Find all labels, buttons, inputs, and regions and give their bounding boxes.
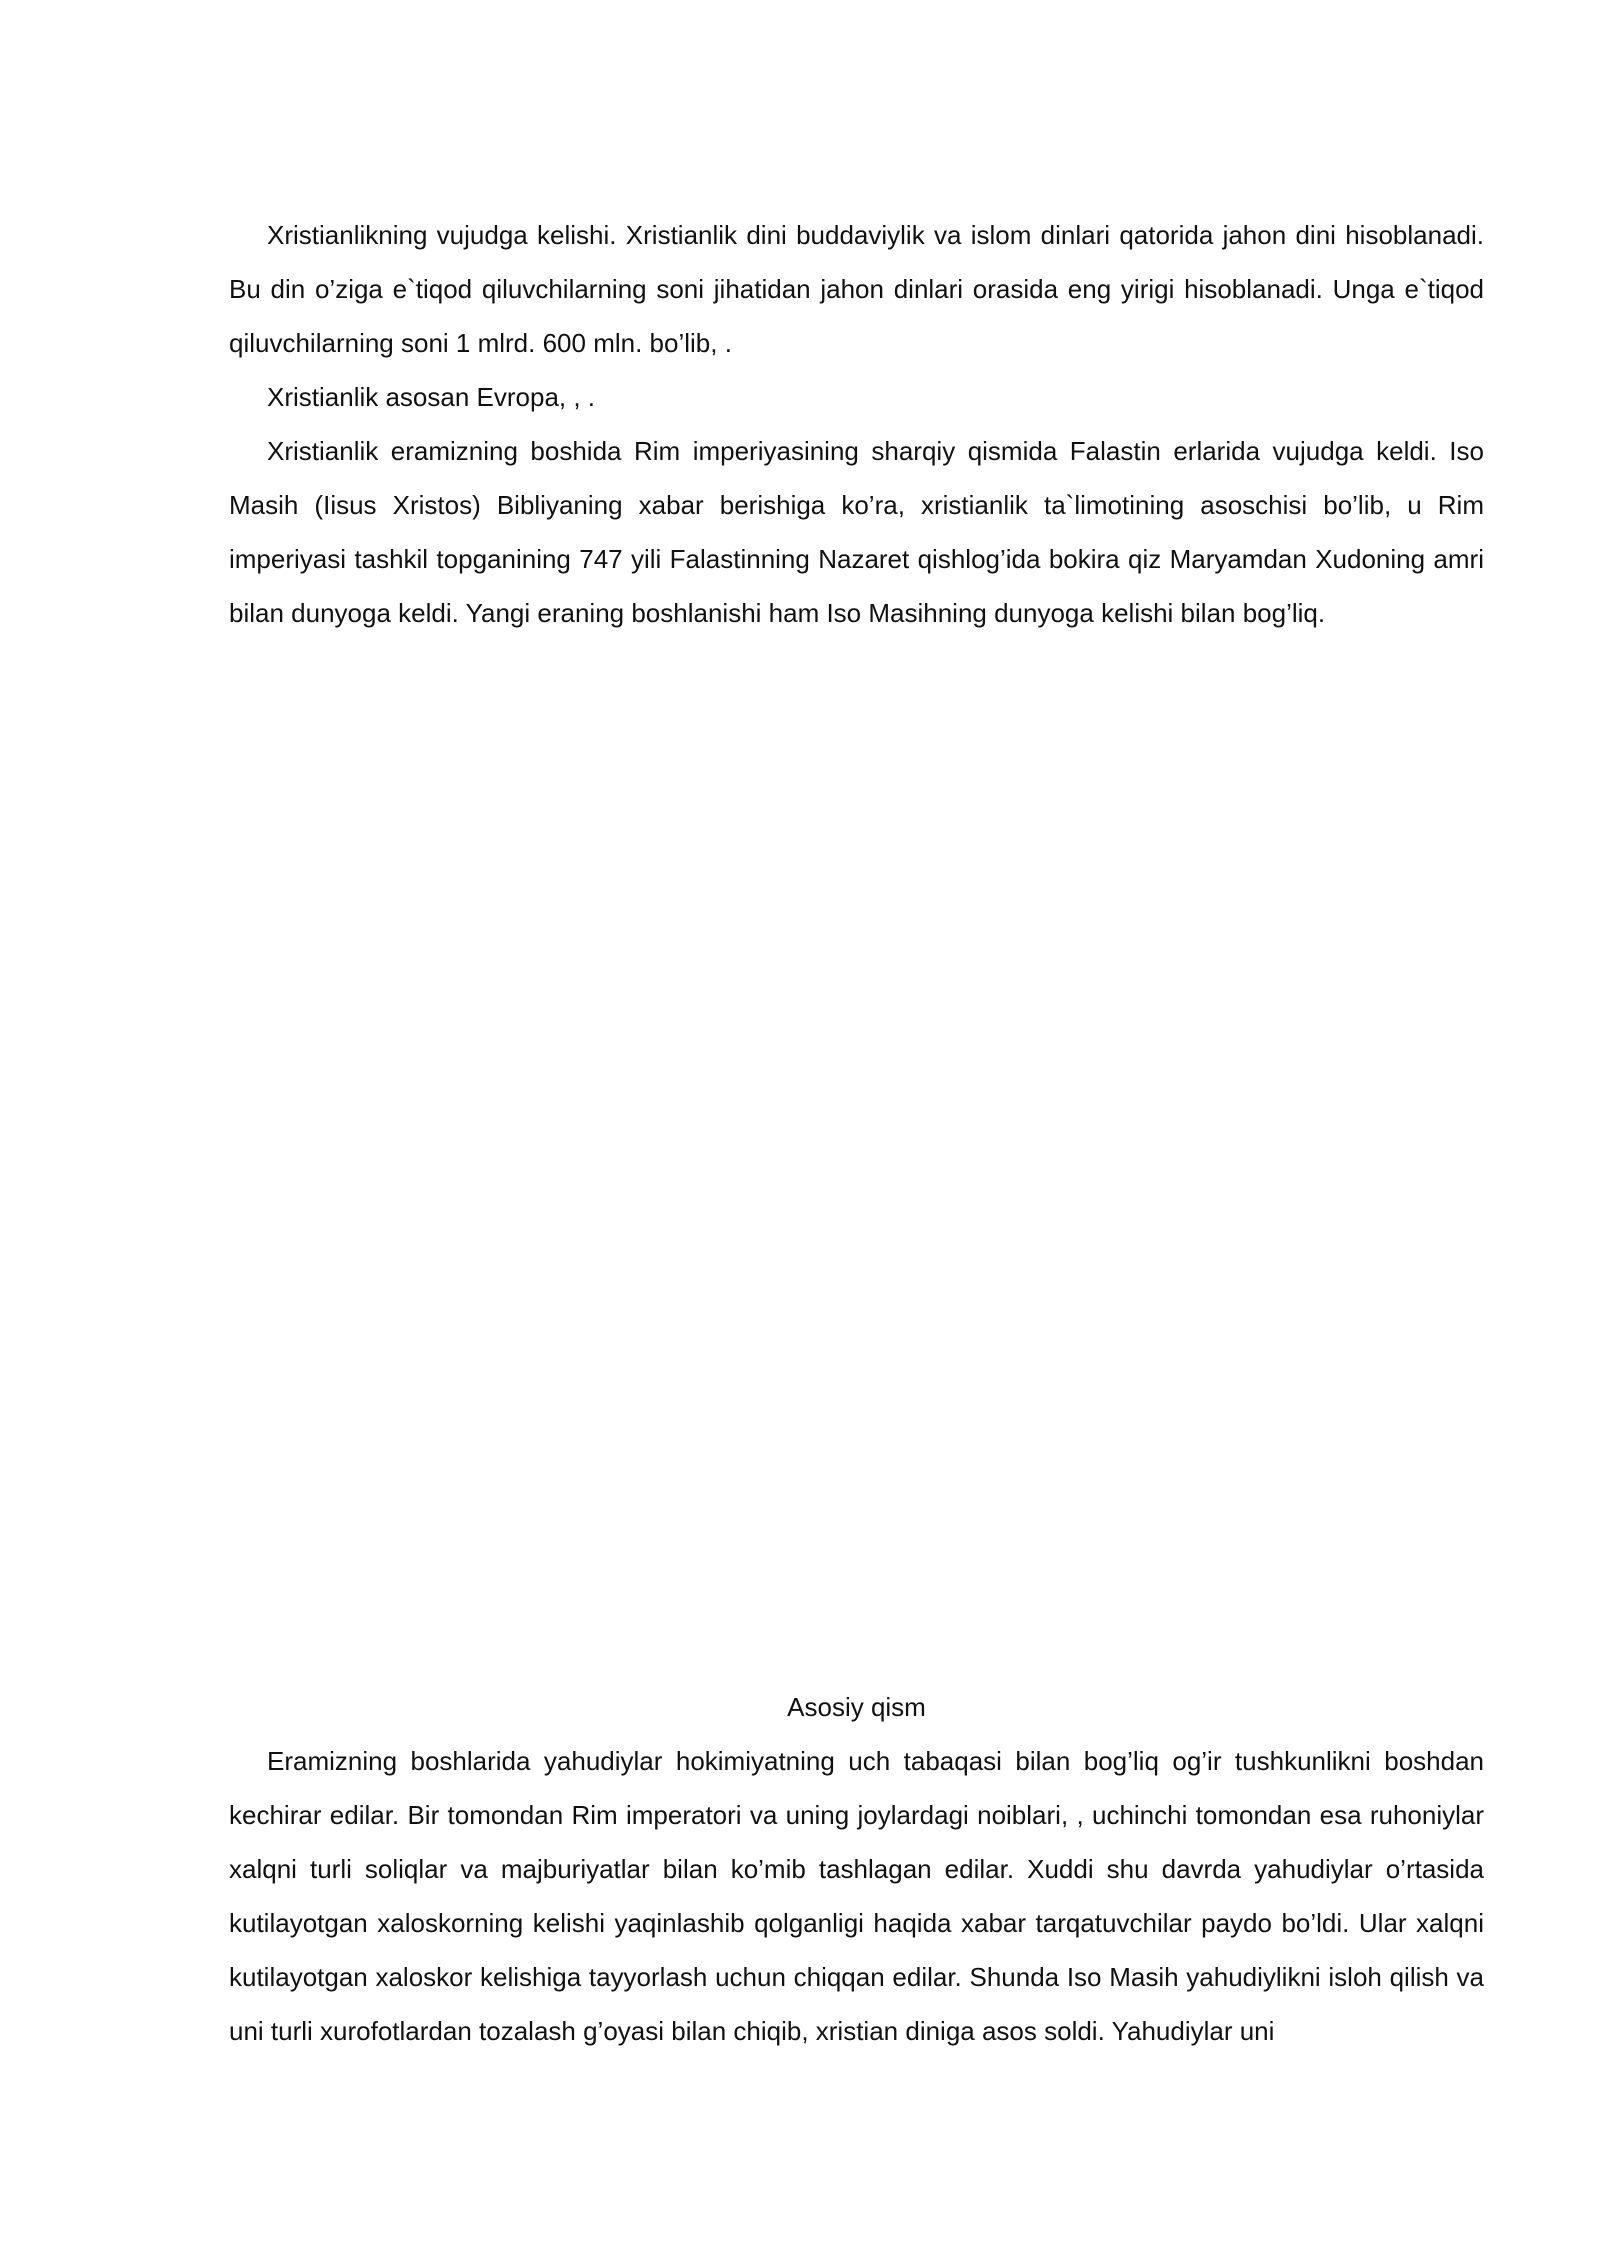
main-section	[229, 1680, 1484, 2058]
intro-section	[229, 208, 1484, 640]
paragraph-origin-of-christianity: Xristianlikning vujudga kelishi. Xristianlik dini buddaviylik va islom dinlari qatorida jahon dini hisoblanadi. Bu din o’ziga e`tiqod qiluvchilarning soni jihatidan jahon dinlari orasida eng yirigi hisoblanadi. Unga e`tiqod qiluvchilarning soni 1 mlrd. 600 mln. bo’lib, .	[229, 220, 1484, 358]
paragraph-spread: Xristianlik asosan Evropa, , .	[267, 382, 596, 412]
paragraph-main-body: Eramizning boshlarida yahudiylar hokimiyatning uch tabaqasi bilan bog’liq og’ir tushkunlikni boshdan kechirar edilar. Bir tomondan Rim imperatori va uning joylardagi noiblari, , uchinchi tomondan esa ruhoniylar xalqni turli soliqlar va majburiyatlar bilan ko’mib tashlagan edilar. Xuddi shu davrda yahudiylar o’rtasida kutilayotgan xaloskorning kelishi yaqinlashib qolganligi haqida xabar tarqatuvchilar paydo bo’ldi. Ular xalqni kutilayotgan xaloskor kelishiga tayyorlash uchun chiqqan edilar. Shunda Iso Masih yahudiylikni isloh qilish va uni turli xurofotlardan tozalash g’oyasi bilan chiqib, xristian diniga asos soldi. Yahudiylar uni	[229, 1746, 1484, 2046]
paragraph-iso-masih: Xristianlik eramizning boshida Rim imperiyasining sharqiy qismida Falastin erlarida vujudga keldi. Iso Masih (Iisus Xristos) Bibliyaning xabar berishiga ko’ra, xristianlik ta`limotining asoschisi bo’lib, u Rim imperiyasi tashkil topganining 747 yili Falastinning Nazaret qishlog’ida bokira qiz Maryamdan Xudoning amri bilan dunyoga keldi. Yangi eraning boshlanishi ham Iso Masihning dunyoga kelishi bilan bog’liq.	[229, 436, 1484, 628]
section-heading: Asosiy qism	[787, 1692, 926, 1722]
